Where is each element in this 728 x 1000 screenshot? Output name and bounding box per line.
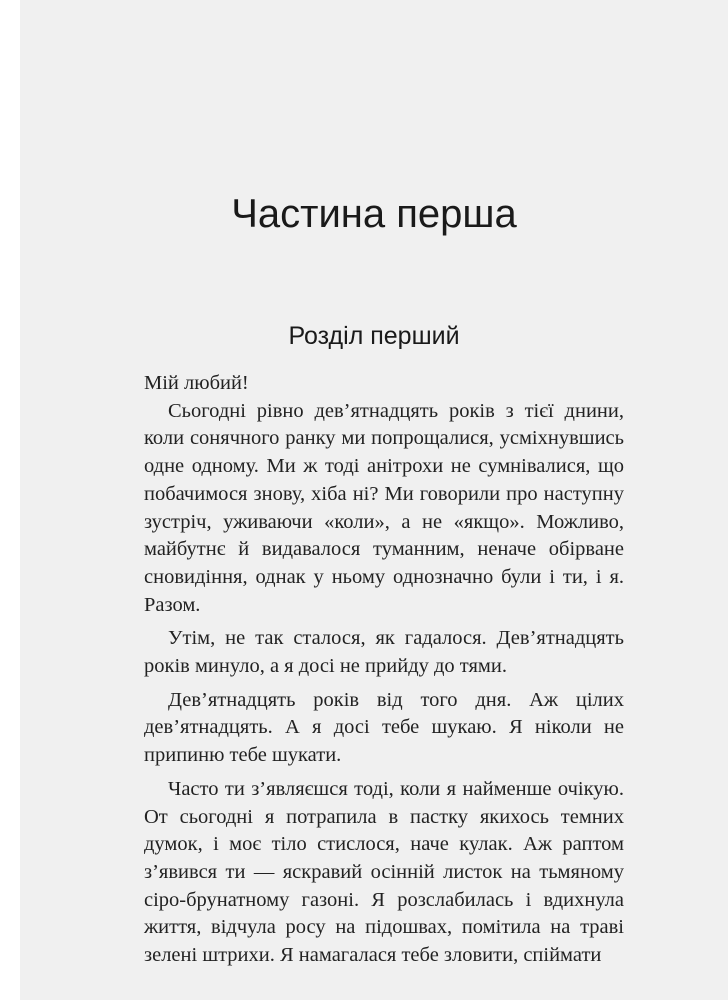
body-paragraph: Дев’ятнадцять років від того дня. Аж цілих дев’ятнадцять. А я досі тебе шукаю. Я ніколи не припиню тебе шукати. <box>144 688 624 767</box>
body-paragraph: Сьогодні рівно дев’ятнадцять років з тієї днини, коли сонячного ранку ми попрощалися, усміхнувшись одне одному. Ми ж тоді анітрохи не сумнівалися, що побачимося знову, хіба ні? Ми говорили про наступну зустріч, уживаючи «коли», а не «якщо». Можливо, майбутнє й видавалося туманним, неначе обірване сновидіння, однак у ньому однозначно були і ти, і я. Разом. <box>144 399 624 616</box>
book-page <box>20 0 728 1000</box>
chapter-body <box>144 370 624 976</box>
body-paragraph: Утім, не так сталося, як гадалося. Дев’ятнадцять років минуло, а я досі не прийду до тями. <box>144 627 624 678</box>
chapter-title: Розділ перший <box>288 322 460 350</box>
body-paragraph: Часто ти з’являєшся тоді, коли я найменше очікую. От сьогодні я потрапила в пастку якихось темних думок, і моє тіло стислося, наче кулак. Аж раптом з’явився ти — яскравий осінній листок на тьмяному сіро-брунатному газоні. Я розслабилась і вдихнула життя, відчула росу на підошвах, помітила на траві зелені штрихи. Я намагалася тебе зловити, спіймати <box>144 777 624 967</box>
part-title: Частина перша <box>231 192 517 236</box>
greeting-paragraph: Мій любий! <box>144 372 249 394</box>
